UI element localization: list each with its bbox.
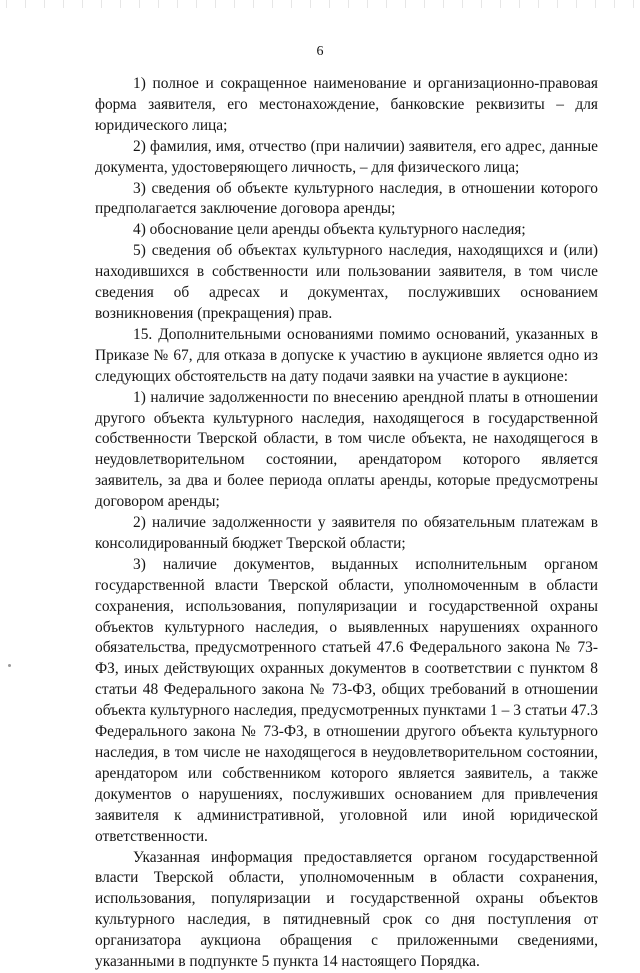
clause-15: 15. Дополнительными основаниями помимо оснований, указанных в Приказе № 67, для отказа в допуске к участию в аукционе является одно из следующих обстоятельств на дату подачи заявки на участие в аукционе: bbox=[95, 325, 598, 385]
margin-mark bbox=[8, 664, 11, 667]
list-item-rent-debt: 1) наличие задолженности по внесению арендной платы в отношении другого объекта культурного наследия, находящегося в государственной собственности Тверской области, в том числе объекта, не находящегося в неудовлетворительном состоянии, арендатором которого является заявитель, за два и более периода оплаты аренды, которые предусмотрены договором аренды; bbox=[95, 388, 598, 511]
list-item-lease-purpose: 4) обоснование цели аренды объекта культурного наследия; bbox=[133, 221, 526, 239]
list-item-violation-documents: 3) наличие документов, выданных исполнительным органом государственной власти Тверской области, уполномоченным в области сохранения, использования, популяризации и государственной охраны объектов культурного наследия, о выявленных нарушениях охранного обязательства, предусмотренного статьей 47.6 Федерального закона № 73-ФЗ, иных действующих охранных документов в соответствии с пунктом 8 статьи 48 Федерального закона № 73-ФЗ, общих требований в отношении объекта культурного наследия, предусмотренных пунктами 1 – 3 статьи 47.3 Федерального закона № 73-ФЗ, в отношении другого объекта культурного наследия, в том числе не находящегося в неудовлетворительном состоянии, арендатором или собственником которого является заявитель, а также документов о нарушениях, послуживших основанием для привлечения заявителя к административной, уголовной или иной юридической ответственности. bbox=[95, 555, 598, 845]
document-body bbox=[95, 74, 598, 973]
scan-artifact-top bbox=[0, 0, 640, 8]
list-item-budget-debt: 2) наличие задолженности у заявителя по обязательным платежам в консолидированный бюджет Тверской области; bbox=[95, 514, 598, 552]
list-item-full-name: 1) полное и сокращенное наименование и организационно-правовая форма заявителя, его местонахождение, банковские реквизиты – для юридического лица; bbox=[95, 75, 598, 134]
info-provision-paragraph: Указанная информация предоставляется органом государственной власти Тверской области, уполномоченным в области сохранения, использования, популяризации и государственной охраны объектов культурного наследия, в пятидневный срок со дня поступления от организатора аукциона обращения с приложенными сведениями, указанными в подпункте 5 пункта 14 настоящего Порядка. bbox=[95, 848, 598, 971]
list-item-heritage-object: 3) сведения об объекте культурного наследия, в отношении которого предполагается заключение договора аренды; bbox=[95, 179, 598, 218]
page-number: 6 bbox=[316, 44, 324, 59]
list-item-owned-objects: 5) сведения об объектах культурного наследия, находящихся и (или) находившихся в собственности или пользовании заявителя, в том числе сведения об адресах и документах, послуживших основанием возникновения (прекращения) прав. bbox=[95, 242, 598, 322]
list-item-personal-data: 2) фамилия, имя, отчество (при наличии) заявителя, его адрес, данные документа, удостоверяющего личность, – для физического лица; bbox=[95, 137, 598, 176]
